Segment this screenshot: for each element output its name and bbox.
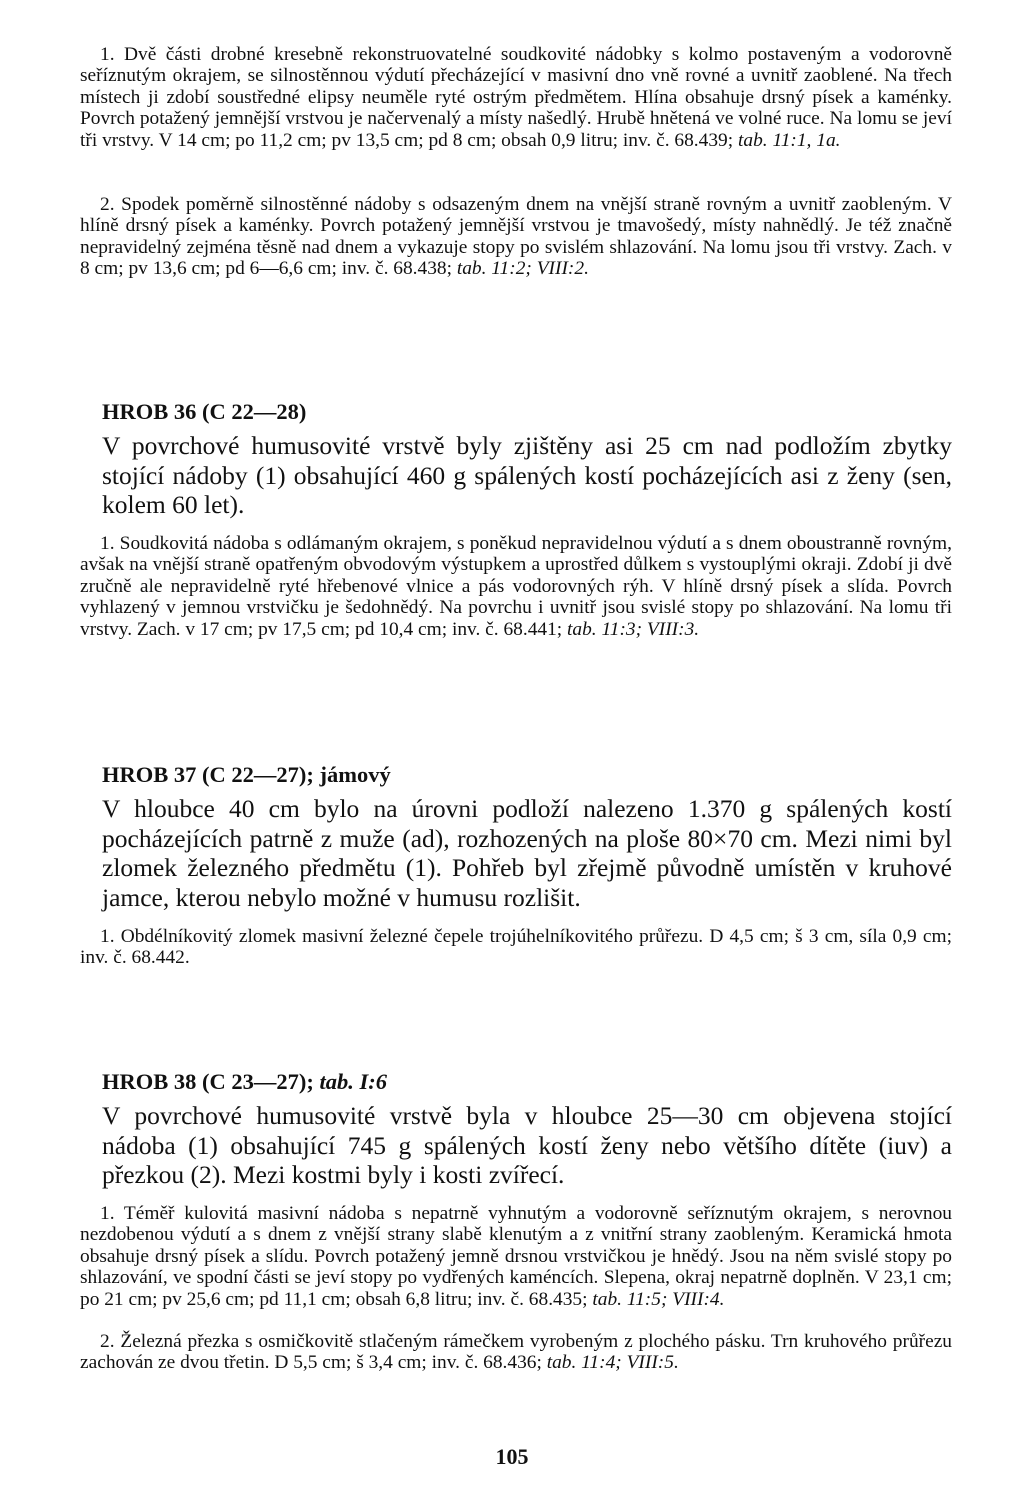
top-item-2-text: 2. Spodek poměrně silnostěnné nádoby s odsazeným dnem na vnější straně rovným a uvnitř zaobleným. V hlíně drsný písek a kaménky. Povrch potažený jemnější vrstvou je tmavošedý, místy nahnědlý. Je též značně nepravidelný zejména těsně nad dnem a vykazuje stopy po svislém shlazování. Na lomu jsou tři vrstvy. Zach. v 8 cm; pv 13,6 cm; pd 6—6,6 cm; inv. č. 68.438; xyxy=(80,194,952,280)
section-heading-hrob-37-title: HROB 37 xyxy=(102,762,197,787)
section-item-hrob-37-1 xyxy=(80,926,952,969)
page-number: 105 xyxy=(495,1444,529,1469)
section-intro-hrob-38: V povrchové humusovité vrstvě byla v hloubce 25—30 cm objevena stojící nádoba (1) obsahující 745 g spálených kostí ženy nebo většího dítěte (iuv) a přezkou (2). Mezi kostmi byly i kosti zvířecí. xyxy=(102,1101,952,1189)
section-item-hrob-36-1-ref: tab. 11:3; VIII:3. xyxy=(567,618,700,640)
section-item-hrob-37-1-text: 1. Obdélníkovitý zlomek masivní železné čepele trojúhelníkovitého průřezu. D 4,5 cm; š 3 cm, síla 0,9 cm; inv. č. 68.442. xyxy=(80,926,952,969)
top-item-2-ref: tab. 11:2; VIII:2. xyxy=(456,258,589,280)
section-heading-hrob-38-coords: (C 23—27); xyxy=(196,1069,320,1094)
top-item-1 xyxy=(80,44,952,151)
section-heading-hrob-37 xyxy=(102,762,391,788)
top-item-2 xyxy=(80,194,952,280)
section-item-hrob-38-2 xyxy=(80,1331,952,1374)
top-item-1-ref: tab. 11:1, 1a. xyxy=(737,129,841,151)
section-intro-hrob-36: V povrchové humusovité vrstvě byly zjištěny asi 25 cm nad podložím zbytky stojící nádoby (1) obsahující 460 g spálených kostí pocházejících asi z ženy (sen, kolem 60 let). xyxy=(102,431,952,519)
section-item-hrob-38-2-ref: tab. 11:4; VIII:5. xyxy=(546,1352,679,1374)
section-item-hrob-38-1-ref: tab. 11:5; VIII:4. xyxy=(592,1288,725,1310)
section-item-hrob-38-1-text: 1. Téměř kulovitá masivní nádoba s nepatrně vyhnutým a vodorovně seříznutým okrajem, s nerovnou nezdobenou výdutí a s dnem z vnější strany slabě klenutým a z vnitřní strany zaobleným. Keramická hmota obsahuje drsný písek a slídu. Povrch potažený jemně drsnou vrstvičkou je hnědý. Jsou na něm svislé stopy po shlazování, ve spodní části se jeví stopy po vydřených kaméncích. Slepena, okraj nepatrně doplněn. V 23,1 cm; po 21 cm; pv 25,6 cm; pd 11,1 cm; obsah 6,8 litru; inv. č. 68.435; xyxy=(80,1203,952,1310)
section-heading-hrob-38-tab: tab. I:6 xyxy=(319,1069,387,1094)
section-heading-hrob-36-coords: (C 22—28) xyxy=(196,399,307,424)
section-heading-hrob-36 xyxy=(102,399,306,425)
section-item-hrob-36-1-text: 1. Soudkovitá nádoba s odlámaným okrajem, s poněkud nepravidelnou výdutí a s dnem oboustranně rovným, avšak na vnější straně opatřeným obvodovým výstupkem a uprostřed důlkem s vystouplými okraji. Zdobí ji dvě zručně ale nepravidelně ryté hřebenové vlnice a pás vodorovných rýh. V hlíně drsný písek a slída. Povrch vyhlazený v jemnou vrstvičku je šedohnědý. Na povrchu i uvnitř jsou svislé stopy po shlazování. Na lomu tři vrstvy. Zach. v 17 cm; pv 17,5 cm; pd 10,4 cm; inv. č. 68.441; xyxy=(80,533,952,640)
section-item-hrob-38-2-text: 2. Železná přezka s osmičkovitě stlačeným rámečkem vyrobeným z plochého pásku. Trn kruhového průřezu zachován ze dvou třetin. D 5,5 cm; š 3,4 cm; inv. č. 68.436; xyxy=(80,1331,952,1374)
section-heading-hrob-38-title: HROB 38 xyxy=(102,1069,197,1094)
section-intro-hrob-37: V hloubce 40 cm bylo na úrovni podloží nalezeno 1.370 g spálených kostí pocházejících patrně z muže (ad), rozhozených na ploše 80×70 cm. Mezi nimi byl zlomek železného předmětu (1). Pohřeb byl zřejmě původně umístěn v kruhové jamce, kterou nebylo možné v humusu rozlišit. xyxy=(102,794,952,912)
section-heading-hrob-36-title: HROB 36 xyxy=(102,399,197,424)
top-item-1-text: 1. Dvě části drobné kresebně rekonstruovatelné soudkovité nádobky s kolmo postaveným a vodorovně seříznutým okrajem, se silnostěnnou výdutí přecházející v masivní dno vně rovné a uvnitř zaoblené. Na třech místech ji zdobí soustředné elipsy neuměle ryté ostrým předmětem. Hlína obsahuje drsný písek a kaménky. Povrch potažený jemnější vrstvou je načervenalý a místy našedlý. Hrubě hnětená ve volné ruce. Na lomu se jeví tři vrstvy. V 14 cm; po 11,2 cm; pv 13,5 cm; pd 8 cm; obsah 0,9 litru; inv. č. 68.439; xyxy=(80,44,952,151)
section-item-hrob-36-1 xyxy=(80,533,952,640)
section-item-hrob-38-1 xyxy=(80,1203,952,1310)
section-heading-hrob-38 xyxy=(102,1069,387,1095)
section-heading-hrob-37-coords: (C 22—27); jámový xyxy=(196,762,391,787)
